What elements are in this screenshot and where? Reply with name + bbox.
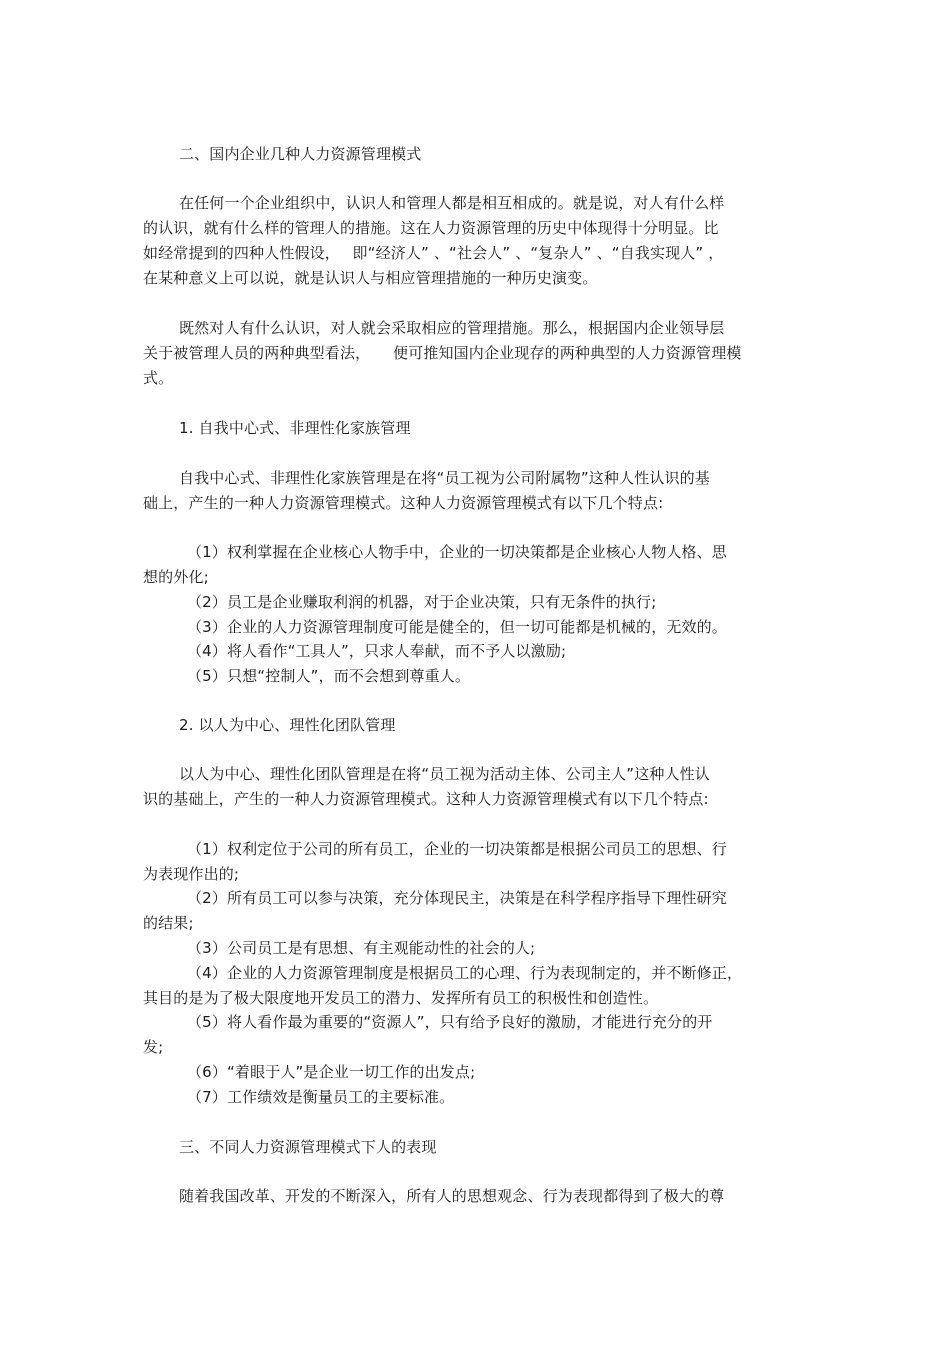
list-item-continuation: 想的外化; <box>143 568 209 586</box>
paragraph-line: 在某种意义上可以说，就是认识人与相应管理措施的一种历史演变。 <box>143 269 598 287</box>
list-item: （1）权利掌握在企业核心人物手中，企业的一切决策都是企业核心人物人格、思 <box>187 543 727 561</box>
section-heading: 三、不同人力资源管理模式下人的表现 <box>179 1138 437 1156</box>
list-item: （4）企业的人力资源管理制度是根据员工的心理、行为表现制定的，并不断修正， <box>187 964 743 982</box>
list-item-continuation: 其目的是为了极大限度地开发员工的潜力、发挥所有员工的积极性和创造性。 <box>143 989 659 1007</box>
paragraph-line: 识的基础上，产生的一种人力资源管理模式。这种人力资源管理模式有以下几个特点: <box>143 790 709 808</box>
list-item: （3）企业的人力资源管理制度可能是健全的，但一切可能都是机械的，无效的。 <box>187 618 727 636</box>
list-item: （6）“着眼于人”是企业一切工作的出发点; <box>187 1063 476 1081</box>
paragraph-line: 础上，产生的一种人力资源管理模式。这种人力资源管理模式有以下几个特点: <box>143 494 664 512</box>
paragraph-line: 自我中心式、非理性化家族管理是在将“员工视为公司附属物”这种人性认识的基 <box>179 469 710 487</box>
paragraph-line: 既然对人有什么认识，对人就会采取相应的管理措施。那么，根据国内企业领导层 <box>179 319 725 337</box>
subsection-heading: 2. 以人为中心、理性化团队管理 <box>179 716 396 734</box>
section-heading: 二、国内企业几种人力资源管理模式 <box>179 145 422 163</box>
list-item: （5）只想“控制人”，而不会想到尊重人。 <box>187 667 471 685</box>
list-item: （1）权利定位于公司的所有员工，企业的一切决策都是根据公司员工的思想、行 <box>187 840 727 858</box>
list-item: （7）工作绩效是衡量员工的主要标准。 <box>187 1088 455 1106</box>
list-item: （5）将人看作最为重要的“资源人”，只有给予良好的激励，才能进行充分的开 <box>187 1013 713 1031</box>
list-item-continuation: 为表现作出的; <box>143 865 240 883</box>
list-item: （4）将人看作“工具人”，只求人奉献，而不予人以激励; <box>187 642 567 660</box>
paragraph-line: 随着我国改革、开发的不断深入，所有人的思想观念、行为表现都得到了极大的尊 <box>179 1187 725 1205</box>
subsection-heading: 1. 自我中心式、非理性化家族管理 <box>179 419 411 437</box>
paragraph-line: 的认识，就有什么样的管理人的措施。这在人力资源管理的历史中体现得十分明显。比 <box>143 219 719 237</box>
list-item: （3）公司员工是有思想、有主观能动性的社会的人; <box>187 939 536 957</box>
paragraph-line: 以人为中心、理性化团队管理是在将“员工视为活动主体、公司主人”这种人性认 <box>179 765 710 783</box>
paragraph-line: 在任何一个企业组织中，认识人和管理人都是相互相成的。就是说，对人有什么样 <box>179 194 725 212</box>
list-item-continuation: 的结果; <box>143 914 194 932</box>
paragraph-line: 式。 <box>143 369 174 387</box>
paragraph-line: 如经常提到的四种人性假设， 即“经济人” 、“社会人” 、“复杂人” 、“自我实现人” ， <box>143 244 724 262</box>
list-item: （2）所有员工可以参与决策，充分体现民主，决策是在科学程序指导下理性研究 <box>187 889 727 907</box>
list-item: （2）员工是企业赚取利润的机器，对于企业决策，只有无条件的执行; <box>187 593 657 611</box>
paragraph-line: 关于被管理人员的两种典型看法， 便可推知国内企业现存的两种典型的人力资源管理模 <box>143 344 742 362</box>
list-item-continuation: 发; <box>143 1038 164 1056</box>
